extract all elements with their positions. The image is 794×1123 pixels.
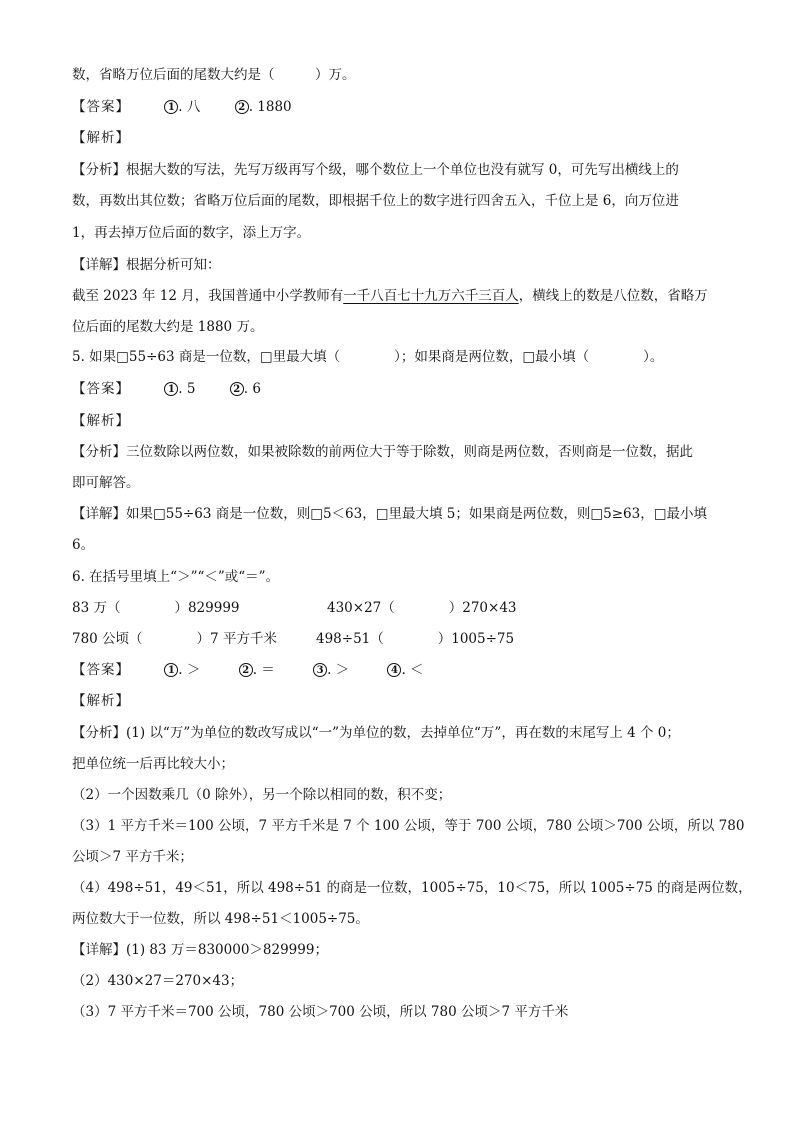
comparison-item: 498÷51（ ）1005÷75 (316, 631, 515, 647)
text-line: 1，再去掉万位后面的数字，添上万字。 (72, 225, 311, 241)
text-line: 6。 (72, 537, 95, 553)
circled-number: 1 (164, 663, 178, 677)
text-line: （2）430×27＝270×43； (72, 973, 244, 989)
text-line: （3）1 平方千米＝100 公顷，7 平方千米是 7 个 100 公顷，等于 700 公顷，780 公顷＞700 公顷，所以 780 (72, 818, 745, 834)
answer-line-q4 (72, 98, 292, 116)
text-line: 【详解】(1) 83 万＝830000＞829999； (72, 942, 328, 958)
text-line: 【详解】根据分析可知： (72, 257, 221, 273)
text-line: 【分析】(1) 以“万”为单位的数改写成以“一”为单位的数，去掉单位“万”，再在数的末尾写上 4 个 0； (72, 725, 680, 741)
answer-item (239, 661, 275, 679)
answer-item (387, 661, 423, 679)
question-6: 6. 在括号里填上“＞”“＜”或“＝”。 (72, 569, 280, 585)
answer-tag: 【答案】 (72, 381, 130, 397)
text-line: 数，再数出其位数；省略万位后面的尾数，即根据千位上的数字进行四舍五入，千位上是 6，向万位进 (72, 193, 679, 209)
answer-tag: 【答案】 (72, 662, 130, 678)
text-line: 把单位统一后再比较大小； (72, 756, 234, 772)
answer-item (230, 380, 261, 398)
answer-item (235, 98, 292, 116)
text-line: 【分析】根据大数的写法，先写万级再写个级，哪个数位上一个单位也没有就写 0，可先写出横线上的 (72, 162, 679, 178)
text-span: 截至 2023 年 12 月，我国普通中小学教师有 (72, 288, 344, 304)
comparison-item: 430×27（ ）270×43 (327, 600, 517, 616)
text-line: （4）498÷51，49＜51，所以 498÷51 的商是一位数，1005÷75，10＜75，所以 1005÷75 的商是两位数， (72, 880, 752, 896)
circled-number: 3 (313, 663, 327, 677)
text-line: 【详解】如果□55÷63 商是一位数，则□5＜63，□里最大填 5；如果商是两位数，则□5≥63，□最小填 (72, 506, 707, 522)
text-line: （3）7 平方千米＝700 公顷，780 公顷＞700 公顷，所以 780 公顷＞7 平方千米 (72, 1004, 569, 1020)
text-line: 两位数大于一位数，所以 498÷51＜1005÷75。 (72, 911, 369, 927)
analysis-heading: 【解析】 (72, 413, 130, 429)
answer-value: . ＝ (252, 662, 275, 678)
circled-number: 1 (164, 382, 178, 396)
underlined-number-text: 一千八百七十九万六千三百人 (343, 288, 519, 304)
answer-item (164, 661, 200, 679)
answer-value: . 6 (243, 381, 261, 397)
analysis-heading: 【解析】 (72, 693, 130, 709)
answer-item (164, 98, 200, 116)
analysis-heading: 【解析】 (72, 130, 130, 146)
answer-value: . 5 (178, 381, 196, 397)
answer-item (313, 661, 349, 679)
text-span: ，横线上的数是八位数，省略万 (518, 288, 708, 304)
circled-number: 4 (387, 663, 401, 677)
answer-line-q6 (72, 661, 424, 679)
question-5: 5. 如果□55÷63 商是一位数，□里最大填（ ）；如果商是两位数，□最小填（ ）。 (72, 349, 664, 365)
text-line: 【分析】三位数除以两位数，如果被除数的前两位大于等于除数，则商是两位数，否则商是一位数，据此 (72, 444, 693, 460)
answer-value: . 1880 (248, 99, 292, 115)
answer-item (164, 380, 195, 398)
text-line: 数，省略万位后面的尾数大约是（ ）万。 (72, 67, 356, 83)
answer-value: . ＞ (327, 662, 350, 678)
circled-number: 2 (230, 382, 244, 396)
text-line: 位后面的尾数大约是 1880 万。 (72, 319, 264, 335)
answer-value: . ＜ (401, 662, 424, 678)
text-line (72, 287, 708, 305)
circled-number: 1 (164, 100, 178, 114)
answer-value: . 八 (178, 99, 201, 115)
text-line: 公顷＞7 平方千米； (72, 849, 193, 865)
text-line: 即可解答。 (72, 475, 140, 491)
comparison-item: 83 万（ ）829999 (72, 600, 240, 616)
circled-number: 2 (239, 663, 253, 677)
circled-number: 2 (235, 100, 249, 114)
comparison-item: 780 公顷（ ）7 平方千米 (72, 631, 277, 647)
text-line: （2）一个因数乘几（0 除外），另一个除以相同的数，积不变； (72, 787, 452, 803)
answer-tag: 【答案】 (72, 99, 130, 115)
answer-line-q5 (72, 380, 261, 398)
answer-value: . ＞ (178, 662, 201, 678)
